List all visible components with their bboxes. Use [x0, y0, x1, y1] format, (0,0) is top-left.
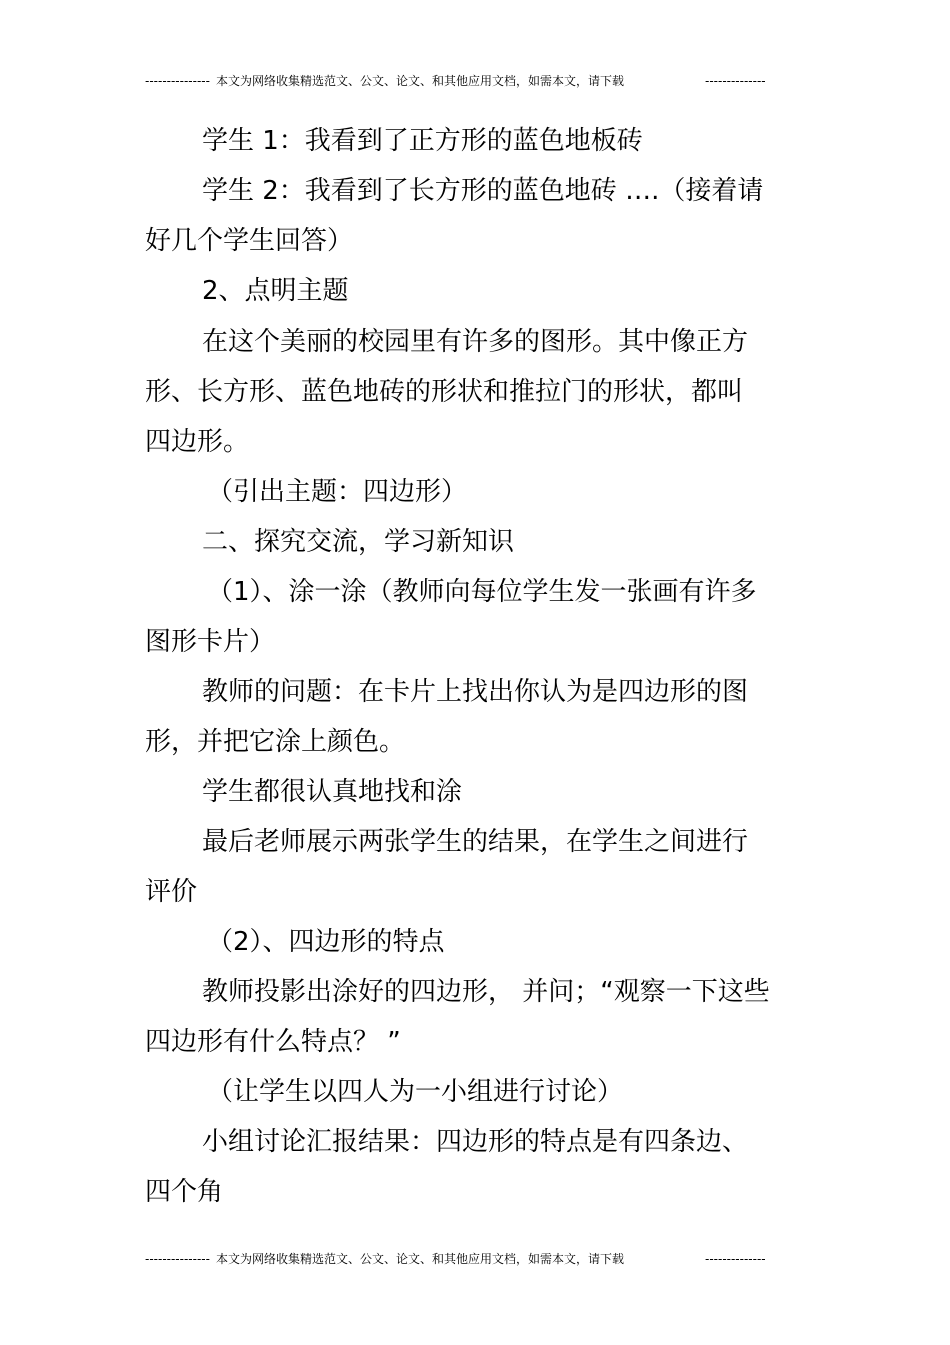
- paragraph-line: 形，并把它涂上颜色。: [145, 727, 406, 757]
- paragraph-line: 教师投影出涂好的四边形， 并问；“观察一下这些: [202, 977, 770, 1007]
- paragraph-line: 学生 2：我看到了长方形的蓝色地砖 ….（接着请: [202, 176, 764, 206]
- paragraph-line: 学生 1：我看到了正方形的蓝色地板砖: [202, 126, 643, 156]
- header-left-dashes: ---------------: [145, 74, 210, 88]
- paragraph-line: 教师的问题：在卡片上找出你认为是四边形的图: [202, 677, 749, 707]
- header-right-dashes: --------------: [705, 74, 766, 88]
- paragraph-line: 在这个美丽的校园里有许多的图形。其中像正方: [202, 327, 749, 357]
- paragraph-line: 最后老师展示两张学生的结果，在学生之间进行: [202, 827, 749, 857]
- paragraph-line: 评价: [145, 877, 198, 907]
- section-heading: 2、点明主题: [202, 276, 349, 306]
- footer-left-dashes: ---------------: [145, 1252, 210, 1266]
- paragraph-line: 四边形有什么特点？ ”: [145, 1027, 401, 1057]
- footer-right-dashes: --------------: [705, 1252, 766, 1266]
- paragraph-line: （让学生以四人为一小组进行讨论）: [207, 1077, 624, 1107]
- paragraph-line: 四个角: [145, 1177, 224, 1207]
- paragraph-line: （引出主题：四边形）: [207, 477, 468, 507]
- paragraph-line: 四边形。: [145, 427, 250, 457]
- paragraph-line: 形、长方形、蓝色地砖的形状和推拉门的形状，都叫: [145, 377, 744, 407]
- section-heading: （2）、四边形的特点: [207, 927, 445, 957]
- paragraph-line: 小组讨论汇报结果：四边形的特点是有四条边、: [202, 1127, 749, 1157]
- paragraph-line: （1）、涂一涂（教师向每位学生发一张画有许多: [207, 577, 757, 607]
- footer-note: [145, 1249, 765, 1269]
- paragraph-line: 好几个学生回答）: [145, 226, 354, 256]
- paragraph-line: 学生都很认真地找和涂: [202, 777, 463, 807]
- footer-note-text: 本文为网络收集精选范文、公文、论文、和其他应用文档，如需本文，请下载: [216, 1252, 625, 1266]
- header-note-text: 本文为网络收集精选范文、公文、论文、和其他应用文档，如需本文，请下载: [216, 74, 625, 88]
- section-heading: 二、探究交流，学习新知识: [202, 527, 515, 557]
- paragraph-line: 图形卡片）: [145, 627, 276, 657]
